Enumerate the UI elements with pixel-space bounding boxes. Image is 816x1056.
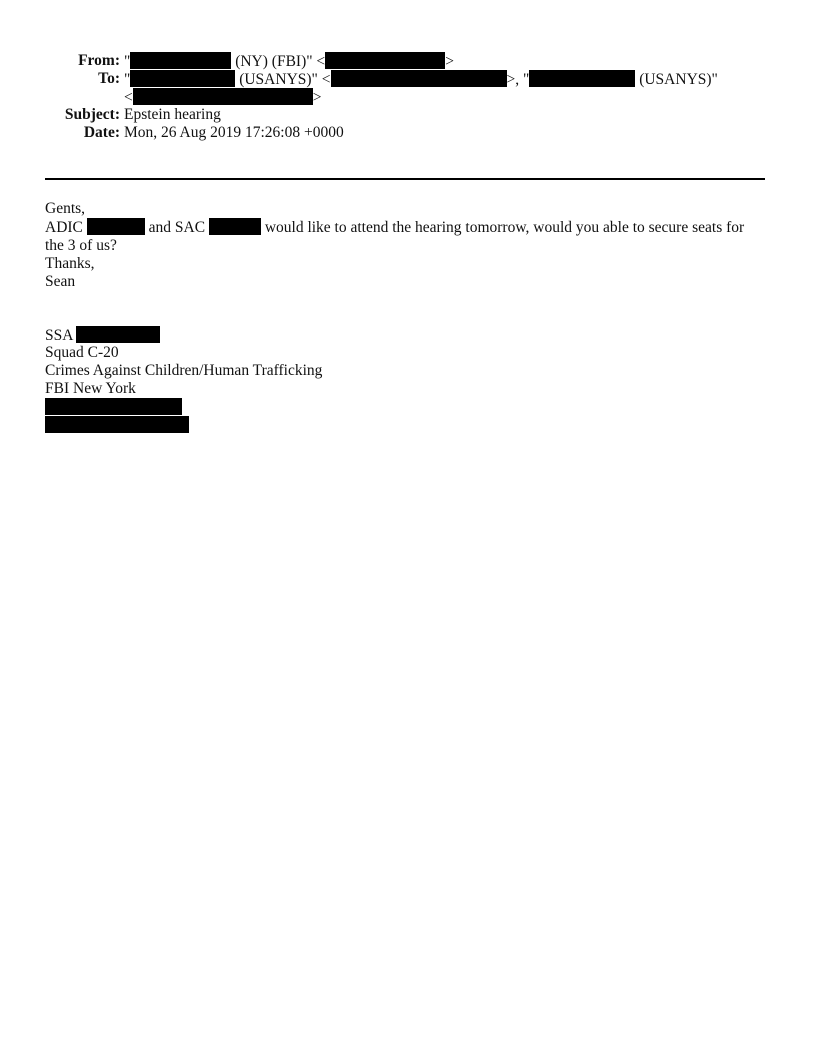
from-bracket: > (445, 53, 454, 70)
from-value (124, 52, 454, 71)
redaction-box (133, 88, 313, 105)
to-separator: >, " (506, 71, 530, 88)
date-label: Date: (83, 124, 120, 141)
to-row-continued (0, 88, 816, 106)
redaction-box (45, 398, 182, 415)
sender-name: Sean (45, 273, 76, 290)
to-value (124, 70, 718, 89)
subject-row (0, 106, 816, 124)
signature-title-text: SSA (45, 327, 77, 344)
to-bracket-open: < (124, 89, 133, 106)
body-text: and SAC (144, 219, 209, 236)
redaction-box (529, 70, 635, 87)
date-row (0, 124, 816, 142)
to-bracket-close: > (312, 89, 322, 106)
signature-office: FBI New York (45, 380, 136, 397)
to-quote: " (124, 71, 131, 88)
redaction-box (45, 416, 189, 433)
body-text: ADIC (45, 219, 87, 236)
signature-redacted-line (45, 416, 322, 434)
body-line-2: the 3 of us? (45, 237, 117, 254)
redaction-box (209, 218, 261, 235)
redaction-box (87, 218, 145, 235)
body-line-1 (45, 218, 767, 237)
signature-block (45, 326, 322, 434)
from-row (0, 52, 816, 70)
to-org-2: (USANYS)" (635, 71, 718, 88)
body-text: would like to attend the hearing tomorrow, would you able to secure seats for (260, 219, 745, 236)
from-label: From: (78, 52, 120, 69)
redaction-box (76, 326, 160, 343)
redaction-box (130, 70, 235, 87)
redaction-box (325, 52, 445, 69)
from-org: (NY) (FBI)" < (231, 53, 326, 70)
to-label: To: (98, 70, 120, 87)
signature-unit: Crimes Against Children/Human Trafficking (45, 362, 323, 379)
to-row (0, 70, 816, 88)
greeting: Gents, (45, 200, 86, 217)
redaction-box (331, 70, 507, 87)
signature-squad: Squad C-20 (45, 344, 119, 361)
subject-label: Subject: (64, 106, 120, 123)
header-divider (45, 178, 765, 180)
date-value: Mon, 26 Aug 2019 17:26:08 +0000 (124, 124, 344, 141)
to-value-continued (124, 88, 322, 107)
signature-redacted-line (45, 398, 322, 416)
from-quote: " (124, 53, 131, 70)
redaction-box (130, 52, 231, 69)
email-body (45, 200, 767, 291)
subject-value: Epstein hearing (124, 106, 221, 123)
email-header (0, 52, 816, 142)
sign-off: Thanks, (45, 255, 95, 272)
to-org-1: (USANYS)" < (235, 71, 331, 88)
signature-title (45, 326, 322, 344)
